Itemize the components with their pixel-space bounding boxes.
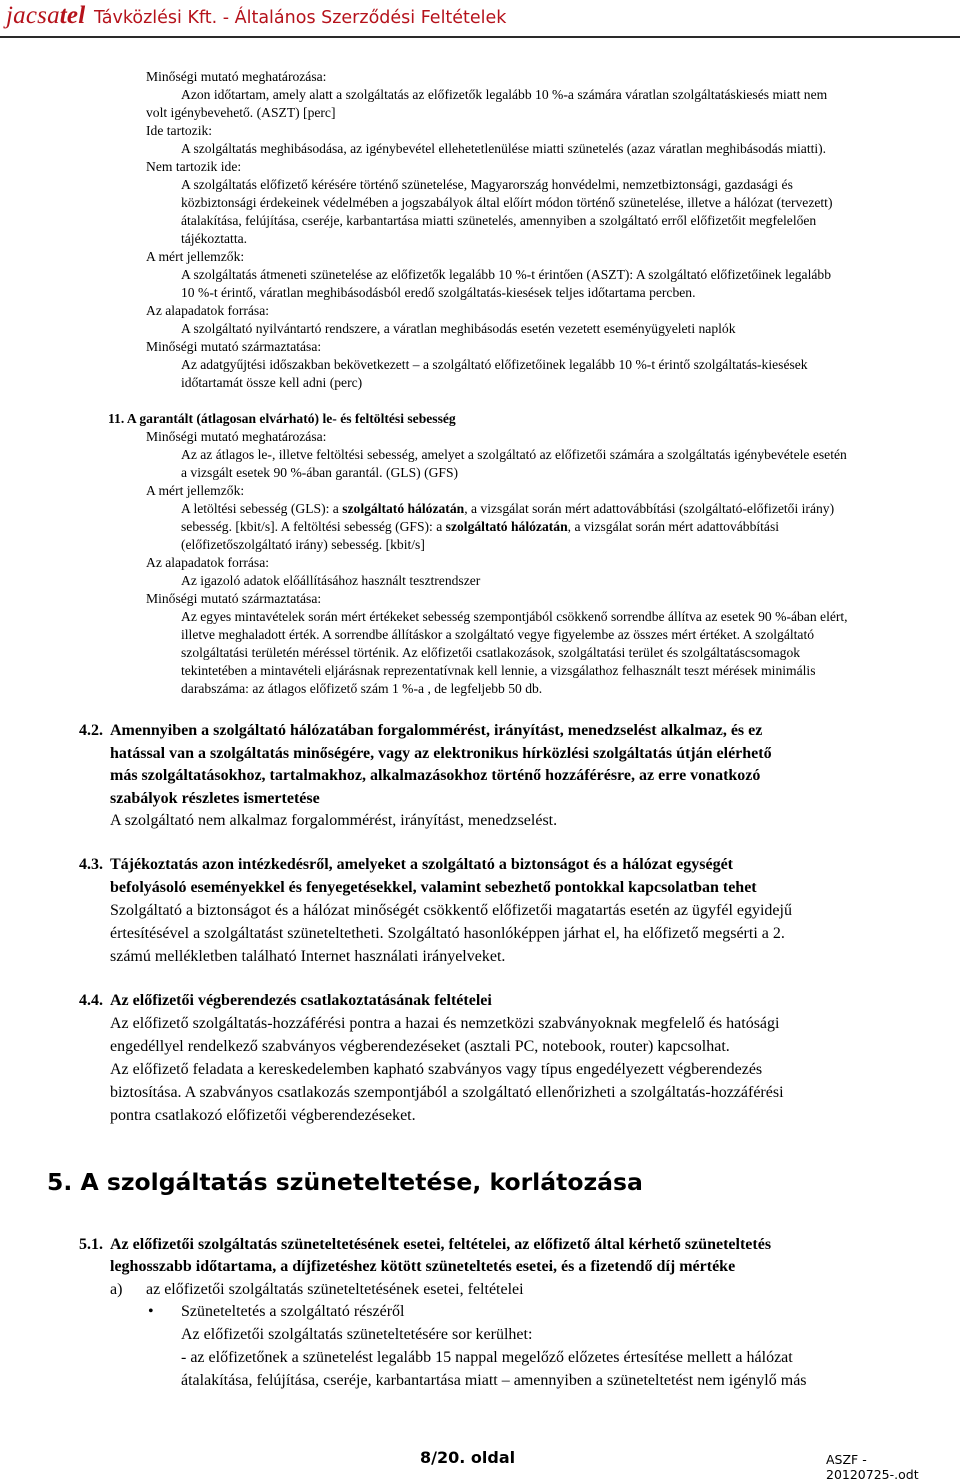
s51-body-3: átalakítása, felújítása, cseréje, karbantartása miatt – amennyiben a szüneteltetést nem igénylő más: [181, 1372, 807, 1389]
b1-line-11: A mért jellemzők:: [146, 249, 245, 264]
s42-body: A szolgáltató nem alkalmaz forgalommérést, irányítást, menedzselést.: [110, 812, 558, 829]
s42-heading-1: Amennyiben a szolgáltató hálózatában forgalommérést, irányítást, menedzselést alkalmaz, és ez: [110, 722, 763, 739]
b1-line-5: A szolgáltatás meghibásodása, az igénybevétel ellehetetlenülése miatti szünetelés (azaz váratlan meghibásodás miatti).: [181, 141, 827, 156]
b2-line-1: Minőségi mutató meghatározása:: [146, 429, 327, 444]
b1-line-10: tájékoztatta.: [181, 231, 248, 246]
s44-body-5: pontra csatlakozó előfizetői végberendezéseket.: [110, 1107, 416, 1124]
header-title: Távközlési Kft. - Általános Szerződési Feltételek: [94, 8, 507, 28]
s43-body-2: értesítésével a szolgáltatást szüneteltetheti. Szolgáltató hasonlóképpen járhat el, ha előfizető megsérti a 2.: [110, 925, 785, 942]
b2-line-2: Az az átlagos le-, illetve feltöltési sebesség, amelyet a szolgáltató az előfizetői számára a szolgáltatás igénybevétele esetén: [181, 447, 847, 462]
b1-line-18: időtartamát össze kell adni (perc): [181, 375, 363, 390]
section-11-heading: 11. A garantált (átlagosan elvárható) le- és feltöltési sebesség: [108, 411, 456, 426]
b1-line-12: A szolgáltatás átmeneti szünetelése az előfizetők legalább 10 %-t érintően (ASZT): A szolgáltató előfizetőinek legalább: [181, 267, 831, 282]
s51-body-2: - az előfizetőnek a szünetelést legalább 15 nappal megelőző előzetes értesítése mellett a hálózat: [181, 1349, 793, 1366]
s44-body-4: biztosítása. A szabványos csatlakozás szempontjából a szolgáltató ellenőrizheti a szolgáltatás-hozzáférési: [110, 1084, 784, 1101]
b1-line-6: Nem tartozik ide:: [146, 159, 242, 174]
b2-line-7: (előfizetőszolgáltató irány) sebesség. [kbit/s]: [181, 537, 425, 552]
b1-line-3: volt igénybevehető. (ASZT) [perc]: [146, 105, 336, 120]
page-header: [0, 0, 960, 38]
s44-heading: Az előfizetői végberendezés csatlakoztatásának feltételei: [110, 992, 492, 1009]
b2-line-6: [181, 518, 779, 536]
b2-line-6c: , a vizsgálat során mért adattovábbítási: [567, 519, 780, 534]
s51-body-1: Az előfizetői szolgáltatás szüneteltetésére sor kerülhet:: [181, 1326, 533, 1343]
b1-line-14: Az alapadatok forrása:: [146, 303, 270, 318]
b1-line-17: Az adatgyűjtési időszakban bekövetkezett – a szolgáltató előfizetőinek legalább 10 %-t érintő szolgáltatás-kiesések: [181, 357, 808, 372]
b2-line-5: [181, 500, 834, 518]
b2-line-4: A mért jellemzők:: [146, 483, 245, 498]
s43-body-1: Szolgáltató a biztonságot és a hálózat minőségét csökkentő előfizetői magatartás esetén az ügyfél egyidejű: [110, 902, 792, 919]
b1-line-9: átalakítása, felújítása, cseréje, karbantartása miatti szünetelés, amennyiben a szolgáltató erről előfizetőit megfelelően: [181, 213, 817, 228]
b2-line-5b: szolgáltató hálózatán: [342, 501, 465, 516]
b2-line-11: Az egyes mintavételek során mért értékeket sebesség szempontjából csökkenő sorrendbe állítva az esetek 90 %-ában elért,: [181, 609, 848, 624]
b2-line-9: Az igazoló adatok előállításához használt tesztrendszer: [181, 573, 481, 588]
section-5-title: 5. A szolgáltatás szüneteltetése, korlátozása: [47, 1168, 643, 1196]
header-rule: [0, 36, 960, 38]
b2-line-5a: A letöltési sebesség (GLS): a: [181, 501, 343, 516]
s51-bullet-text: Szüneteltetés a szolgáltató részéről: [181, 1303, 405, 1320]
s44-number: 4.4.: [79, 992, 103, 1009]
b2-line-10: Minőségi mutató származtatása:: [146, 591, 322, 606]
s44-body-2: engedéllyel rendelkező szabványos végberendezéseket (asztali PC, notebook, router) kapcsolhat.: [110, 1038, 730, 1055]
s43-heading-1: Tájékoztatás azon intézkedésről, amelyeket a szolgáltató a biztonságot és a hálózat egységét: [110, 856, 733, 873]
b1-line-16: Minőségi mutató származtatása:: [146, 339, 322, 354]
s43-body-3: számú mellékletben található Internet használati irányelveket.: [110, 948, 506, 965]
logo-text-b: tel: [59, 2, 86, 29]
s51-heading-2: leghosszabb időtartama, a díjfizetéshez kötött szüneteltetés esetei, és a fizetendő díj mértéke: [110, 1258, 736, 1275]
b1-line-7: A szolgáltatás előfizető kérésére történő szünetelése, Magyarország honvédelmi, nemzetbiztonsági, gazdasági és: [181, 177, 793, 192]
bullet-icon: •: [148, 1303, 154, 1320]
b2-line-13: szolgáltatási területén méréssel történik. Az előfizetői csatlakozások, szolgáltatási terület és szolgáltatáscsomagok: [181, 645, 801, 660]
s42-heading-4: szabályok részletes ismertetése: [110, 790, 320, 807]
s43-number: 4.3.: [79, 856, 103, 873]
b1-line-1: Minőségi mutató meghatározása:: [146, 69, 327, 84]
s51-number: 5.1.: [79, 1236, 103, 1253]
s42-heading-3: más szolgáltatásokhoz, tartalmakhoz, alkalmazásokhoz történő hozzáférésre, az erre vonatkozó: [110, 767, 761, 784]
s42-heading-2: hatással van a szolgáltatás minőségére, vagy az elektronikus hírközlési szolgáltatás útján elérhető: [110, 745, 772, 762]
b2-line-12: illetve meghaladott érték. A sorrendbe állításkor a szolgáltató vegye figyelembe az összes mért értéket. A szolgáltató: [181, 627, 815, 642]
b1-line-13: 10 %-t érintő, váratlan meghibásodásból eredő szolgáltatás-kiesések teljes időtartama percben.: [181, 285, 696, 300]
document-id: ASZF - 20120725-.odt: [826, 1452, 919, 1482]
b1-line-8: közbiztonsági érdekeinek védelmében a jogszabályok által előírt módon történő szünetelése, illetve a hálózat (tervezett): [181, 195, 833, 210]
jacsatel-logo: [6, 2, 85, 30]
b2-line-8: Az alapadatok forrása:: [146, 555, 270, 570]
b1-line-15: A szolgáltató nyilvántartó rendszere, a váratlan meghibásodás esetén vezetett eseményügyeleti naplók: [181, 321, 736, 336]
s51-list-a-text: az előfizetői szolgáltatás szüneteltetésének esetei, feltételei: [146, 1281, 524, 1298]
page-number: 8/20. oldal: [420, 1448, 516, 1467]
b1-line-2: Azon időtartam, amely alatt a szolgáltatás az előfizetők legalább 10 %-a számára váratlan szolgáltatáskiesés miatt nem: [181, 87, 828, 102]
b2-line-6b: szolgáltató hálózatán: [445, 519, 568, 534]
b2-line-6a: sebesség. [kbit/s]. A feltöltési sebesség (GFS): a: [181, 519, 446, 534]
s43-heading-2: befolyásoló eseményekkel és fenyegetésekkel, valamint sebezhető pontokkal kapcsolatban tehet: [110, 879, 757, 896]
b2-line-5c: , a vizsgálat során mért adattovábbítási (szolgáltató-előfizetői irány): [464, 501, 835, 516]
logo-text-a: jacsa: [6, 2, 60, 29]
s44-body-3: Az előfizető feladata a kereskedelemben kapható szabványos vagy típus engedélyezett végberendezés: [110, 1061, 763, 1078]
s51-heading-1: Az előfizetői szolgáltatás szüneteltetésének esetei, feltételei, az előfizető által kérhető szüneteltetés: [110, 1236, 772, 1253]
s51-list-a-label: a): [110, 1281, 123, 1298]
s42-number: 4.2.: [79, 722, 103, 739]
b1-line-4: Ide tartozik:: [146, 123, 213, 138]
b2-line-14: tekintetében a mintavételi eljárásnak reprezentatívnak kell lennie, a vizsgálathoz felhasznált teszt mérések minimális: [181, 663, 816, 678]
b2-line-3: a vizsgált esetek 90 %-ában garantál. (GLS) (GFS): [181, 465, 459, 480]
b2-line-15: darabszáma: az átlagos előfizető szám 1 %-a , de legfeljebb 50 db.: [181, 681, 543, 696]
s44-body-1: Az előfizető szolgáltatás-hozzáférési pontra a hazai és nemzetközi szabványoknak megfelelő és hatósági: [110, 1015, 780, 1032]
